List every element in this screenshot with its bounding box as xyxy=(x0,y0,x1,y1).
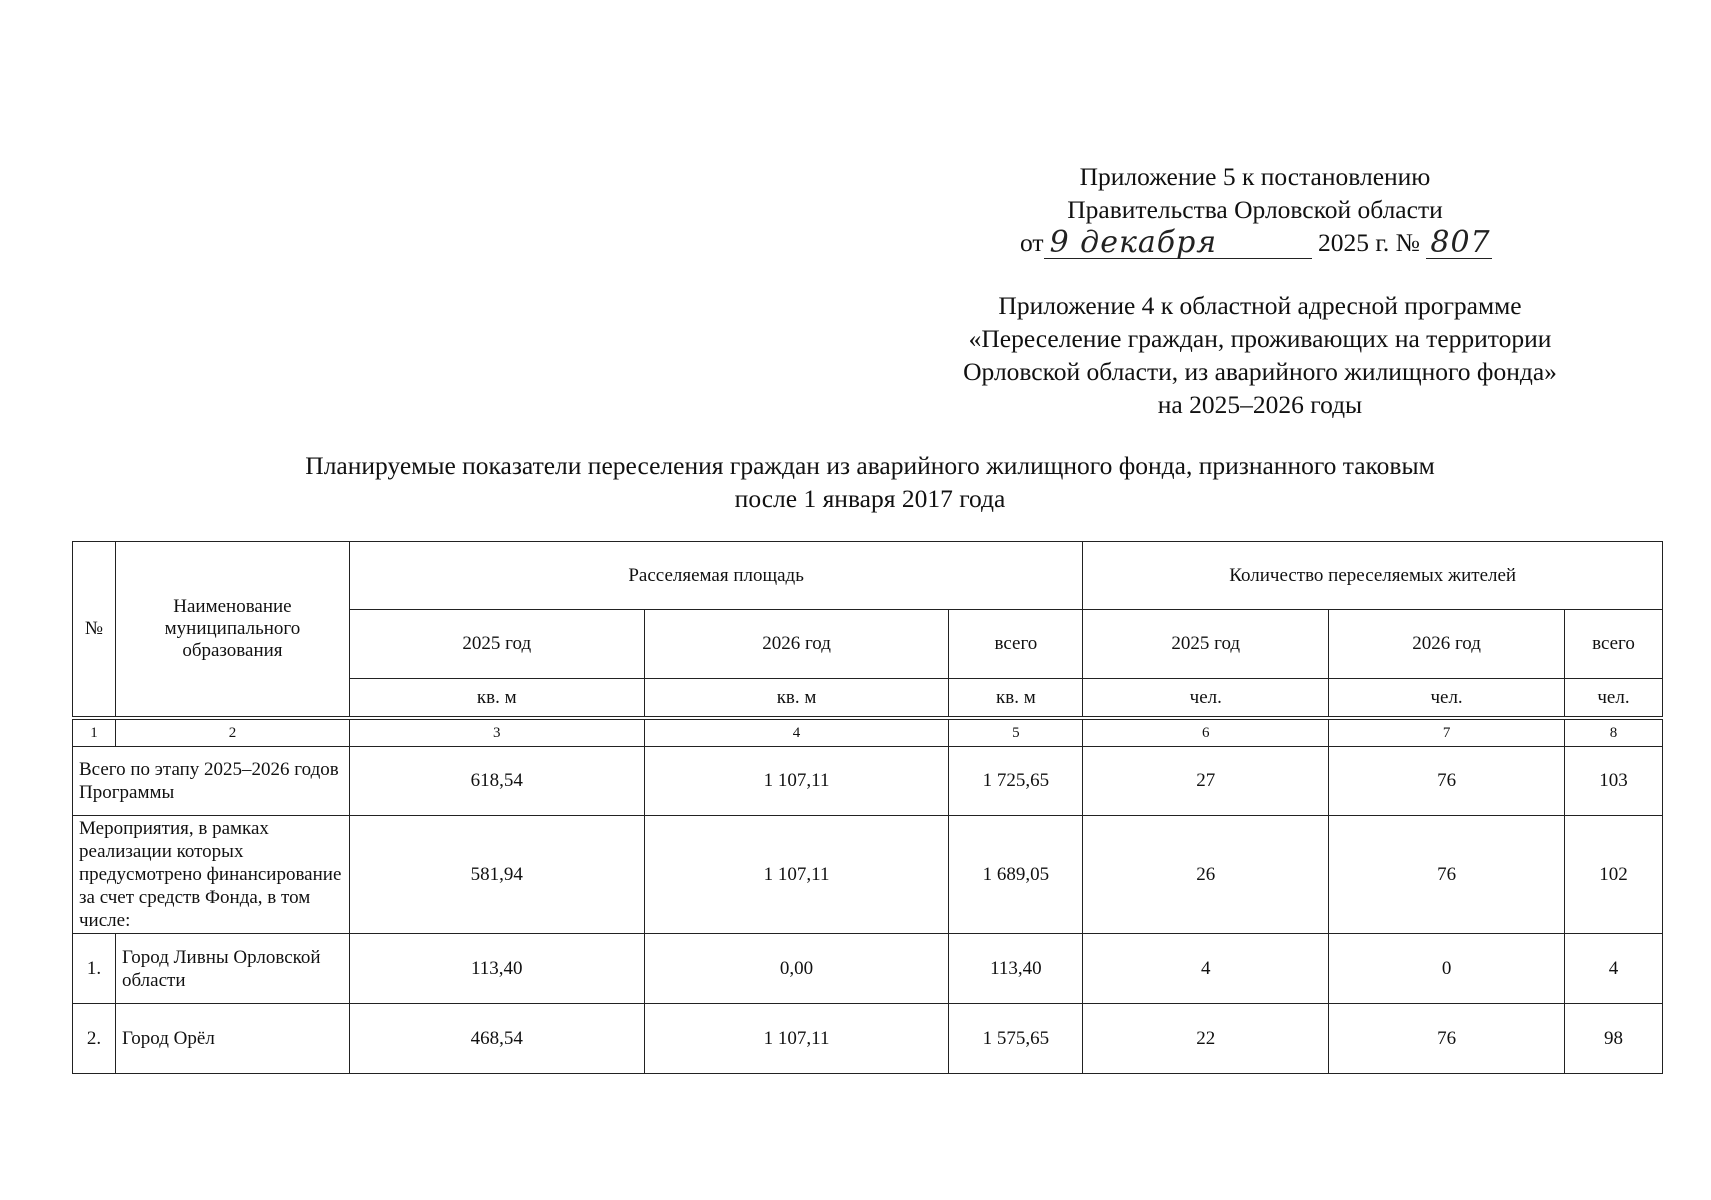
row-name: Город Ливны Орловской области xyxy=(115,934,349,1004)
unit-residents: чел. xyxy=(1329,679,1565,719)
cell-res-2025: 4 xyxy=(1083,934,1329,1004)
cell-area-total: 1 725,65 xyxy=(949,747,1083,816)
handwritten-number: 807 xyxy=(1430,225,1491,260)
cell-area-total: 1 575,65 xyxy=(949,1004,1083,1074)
column-number: 1 xyxy=(73,718,116,747)
cell-res-2025: 22 xyxy=(1083,1004,1329,1074)
header-res-2026: 2026 год xyxy=(1329,610,1565,679)
title-line2: после 1 января 2017 года xyxy=(734,484,1006,513)
row-name: Всего по этапу 2025–2026 годов Программы xyxy=(73,747,350,816)
header-residents-group: Количество переселяемых жителей xyxy=(1083,542,1663,610)
table-row-fund xyxy=(73,816,1663,934)
column-number: 5 xyxy=(949,718,1083,747)
cell-res-2025: 27 xyxy=(1083,747,1329,816)
cell-res-total: 103 xyxy=(1564,747,1662,816)
header-area-group: Расселяемая площадь xyxy=(349,542,1082,610)
header-num: № xyxy=(73,542,116,719)
cell-area-2025: 581,94 xyxy=(349,816,644,934)
column-number: 4 xyxy=(644,718,949,747)
appendix-4-line3: Орловской области, из аварийного жилищного фонда» xyxy=(963,357,1557,386)
column-number: 8 xyxy=(1564,718,1662,747)
cell-res-total: 98 xyxy=(1564,1004,1662,1074)
cell-area-2026: 0,00 xyxy=(644,934,949,1004)
table-row xyxy=(73,1004,1663,1074)
unit-residents: чел. xyxy=(1564,679,1662,719)
row-number: 1. xyxy=(73,934,116,1004)
date-prefix: от xyxy=(1020,228,1044,257)
title-line1: Планируемые показатели переселения граждан из аварийного жилищного фонда, признанного таковым xyxy=(305,451,1435,480)
cell-area-total: 113,40 xyxy=(949,934,1083,1004)
cell-res-2026: 76 xyxy=(1329,747,1565,816)
document-title xyxy=(160,449,1580,515)
appendix-4-block xyxy=(900,289,1620,421)
cell-area-2025: 113,40 xyxy=(349,934,644,1004)
cell-area-2026: 1 107,11 xyxy=(644,816,949,934)
appendix-5-date-line xyxy=(1020,226,1490,259)
unit-area: кв. м xyxy=(349,679,644,719)
row-name: Город Орёл xyxy=(115,1004,349,1074)
unit-area: кв. м xyxy=(644,679,949,719)
cell-area-2025: 618,54 xyxy=(349,747,644,816)
header-area-total: всего xyxy=(949,610,1083,679)
cell-res-2026: 76 xyxy=(1329,1004,1565,1074)
column-number: 2 xyxy=(115,718,349,747)
appendix-5-line1: Приложение 5 к постановлению xyxy=(1079,162,1431,191)
resettlement-table xyxy=(72,541,1663,1074)
column-number: 6 xyxy=(1083,718,1329,747)
header-res-2025: 2025 год xyxy=(1083,610,1329,679)
table-row-total xyxy=(73,747,1663,816)
header-area-2026: 2026 год xyxy=(644,610,949,679)
appendix-4-line4: на 2025–2026 годы xyxy=(1157,390,1363,419)
cell-area-2025: 468,54 xyxy=(349,1004,644,1074)
appendix-4-line1: Приложение 4 к областной адресной программе xyxy=(998,291,1522,320)
handwritten-date: 9 декабря xyxy=(1049,225,1218,260)
unit-residents: чел. xyxy=(1083,679,1329,719)
header-area-2025: 2025 год xyxy=(349,610,644,679)
cell-res-2025: 26 xyxy=(1083,816,1329,934)
header-municipality: Наименование муниципального образования xyxy=(115,542,349,719)
cell-area-total: 1 689,05 xyxy=(949,816,1083,934)
appendix-4-line2: «Переселение граждан, проживающих на территории xyxy=(968,324,1552,353)
cell-res-2026: 76 xyxy=(1329,816,1565,934)
unit-area: кв. м xyxy=(949,679,1083,719)
column-number: 3 xyxy=(349,718,644,747)
cell-area-2026: 1 107,11 xyxy=(644,1004,949,1074)
date-field xyxy=(1044,225,1312,260)
year-number-label: 2025 г. № xyxy=(1317,228,1420,257)
header-res-total: всего xyxy=(1564,610,1662,679)
cell-res-2026: 0 xyxy=(1329,934,1565,1004)
row-number: 2. xyxy=(73,1004,116,1074)
table-row xyxy=(73,934,1663,1004)
cell-res-total: 102 xyxy=(1564,816,1662,934)
row-name: Мероприятия, в рамках реализации которых предусмотрено финансирование за счет средств Фонда, в том числе: xyxy=(73,816,350,934)
appendix-5-line2: Правительства Орловской области xyxy=(1067,195,1443,224)
number-field xyxy=(1426,225,1492,260)
appendix-5-block xyxy=(1020,160,1490,259)
cell-res-total: 4 xyxy=(1564,934,1662,1004)
cell-area-2026: 1 107,11 xyxy=(644,747,949,816)
column-number: 7 xyxy=(1329,718,1565,747)
